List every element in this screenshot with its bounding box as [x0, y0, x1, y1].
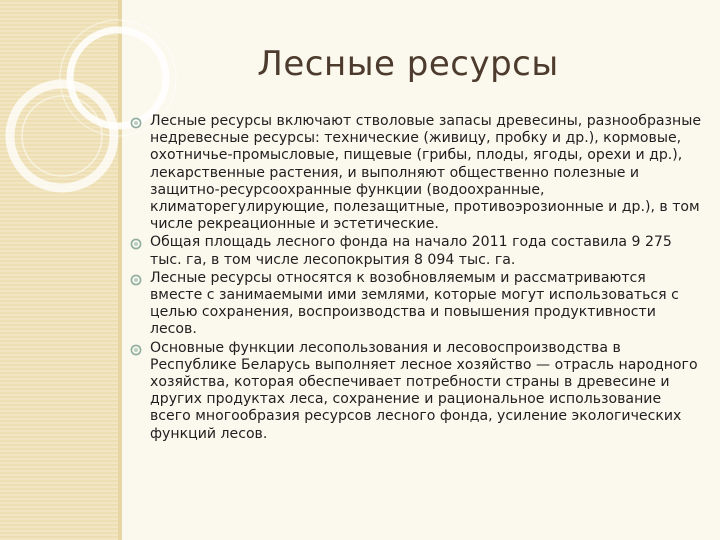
bullet-text: Общая площадь лесного фонда на начало 2011 года составила 9 275 тыс. га, в том числе лесопокрытия 8 094 тыс. га.: [150, 234, 672, 268]
bullet-item: [130, 113, 702, 233]
bullet-icon: [130, 344, 142, 356]
bullet-text: Лесные ресурсы включают стволовые запасы древесины, разнообразные недревесные ресурсы: технические (живицу, пробку и др.), кормовые, охотничье-промысловые, пищевые (грибы, плоды, ягоды, орехи и др.), лекарственные растения, и выполняют общественно полезные и защитно-ресурсоохранные функции (водоохранные, климаторегулирующие, полезащитные, противоэрозионные и др.), в том числе рекреационные и эстетические.: [150, 113, 702, 233]
bullet-text: Лесные ресурсы относятся к возобновляемым и рассматриваются вместе с занимаемыми ими землями, которые могут использоваться с целью сохранения, воспроизводства и повышения продуктивности лесов.: [150, 269, 679, 338]
bullet-icon: [130, 238, 142, 250]
slide-title: Лесные ресурсы: [257, 44, 559, 84]
bullet-icon: [130, 117, 142, 129]
bullet-list: [130, 113, 702, 444]
bullet-text: Основные функции лесопользования и лесовоспроизводства в Республике Беларусь выполняет лесное хозяйство — отрасль народного хозяйства, которая обеспечивает потребности страны в древесине и других продуктах леса, сохранение и рациональное использование всего многообразия ресурсов лесного фонда, усиление экологических функций лесов.: [150, 339, 698, 442]
bullet-icon: [130, 274, 142, 286]
bullet-item: [130, 340, 702, 443]
bullet-item: [130, 270, 702, 339]
bullet-item: [130, 234, 702, 268]
